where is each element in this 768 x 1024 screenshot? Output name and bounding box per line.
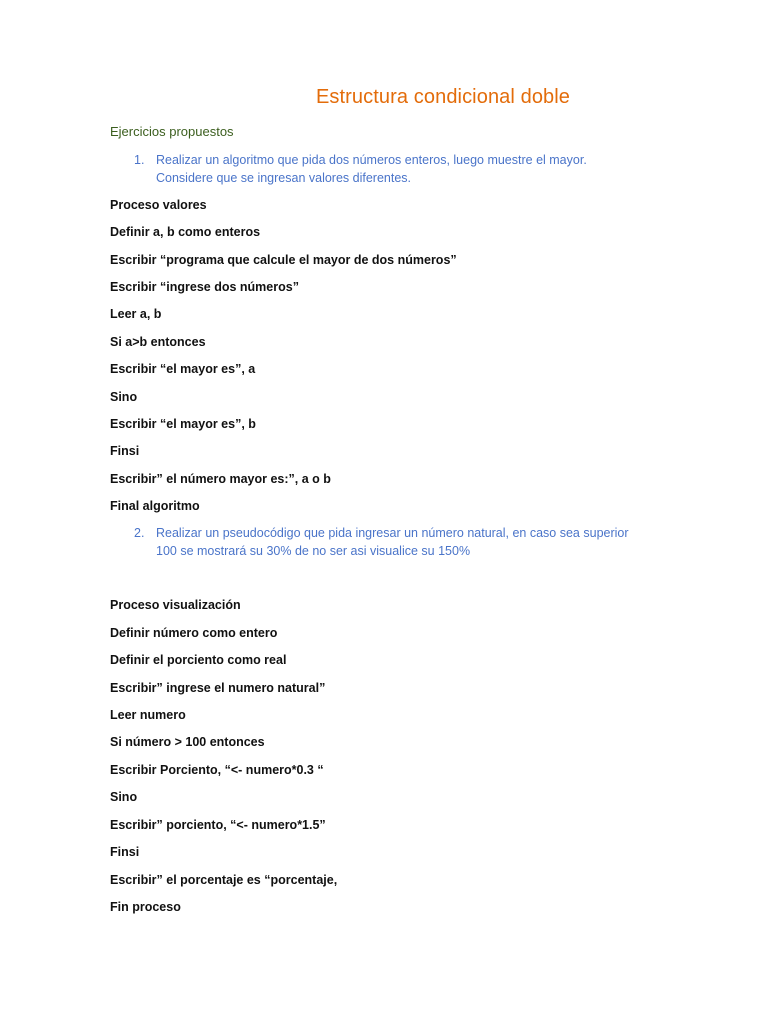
task-2-line: Realizar un pseudocódigo que pida ingresar un número natural, en caso sea superior [156, 526, 629, 540]
code-line: Escribir” ingrese el numero natural” [110, 681, 326, 695]
code-line: Finsi [110, 845, 140, 859]
code-line: Si a>b entonces [110, 335, 206, 349]
code-line: Sino [110, 790, 138, 804]
code-line: Proceso valores [110, 198, 207, 212]
code-line: Escribir” el número mayor es:”, a o b [110, 472, 331, 486]
code-line: Escribir “ingrese dos números” [110, 280, 299, 294]
task-1-text [156, 151, 587, 187]
task-2-line: 100 se mostrará su 30% de no ser asi visualice su 150% [156, 544, 471, 558]
code-line: Si número > 100 entonces [110, 735, 265, 749]
code-line: Escribir” porciento, “<- numero*1.5” [110, 818, 326, 832]
task-1-line: Considere que se ingresan valores diferentes. [156, 171, 412, 185]
code-line: Finsi [110, 444, 140, 458]
task-1 [134, 151, 587, 187]
task-1-number: 1. [134, 153, 145, 167]
code-line: Leer a, b [110, 307, 162, 321]
code-line: Definir a, b como enteros [110, 225, 261, 239]
code-line: Final algoritmo [110, 499, 200, 513]
code-line: Escribir Porciento, “<- numero*0.3 “ [110, 763, 324, 777]
page-title: Estructura condicional doble [315, 86, 571, 108]
code-line: Escribir” el porcentaje es “porcentaje, [110, 873, 338, 887]
task-2-number: 2. [134, 526, 145, 540]
code-line: Proceso visualización [110, 598, 241, 612]
task-1-line: Realizar un algoritmo que pida dos números enteros, luego muestre el mayor. [156, 153, 587, 167]
code-line: Sino [110, 390, 138, 404]
code-line: Escribir “el mayor es”, b [110, 417, 256, 431]
code-line: Definir número como entero [110, 626, 278, 640]
task-2-text [156, 524, 629, 560]
code-line: Escribir “programa que calcule el mayor de dos números” [110, 253, 457, 267]
code-line: Escribir “el mayor es”, a [110, 362, 256, 376]
section-subheading: Ejercicios propuestos [110, 124, 234, 139]
code-line: Leer numero [110, 708, 186, 722]
code-line: Fin proceso [110, 900, 181, 914]
code-line: Definir el porciento como real [110, 653, 287, 667]
task-2 [134, 524, 629, 560]
